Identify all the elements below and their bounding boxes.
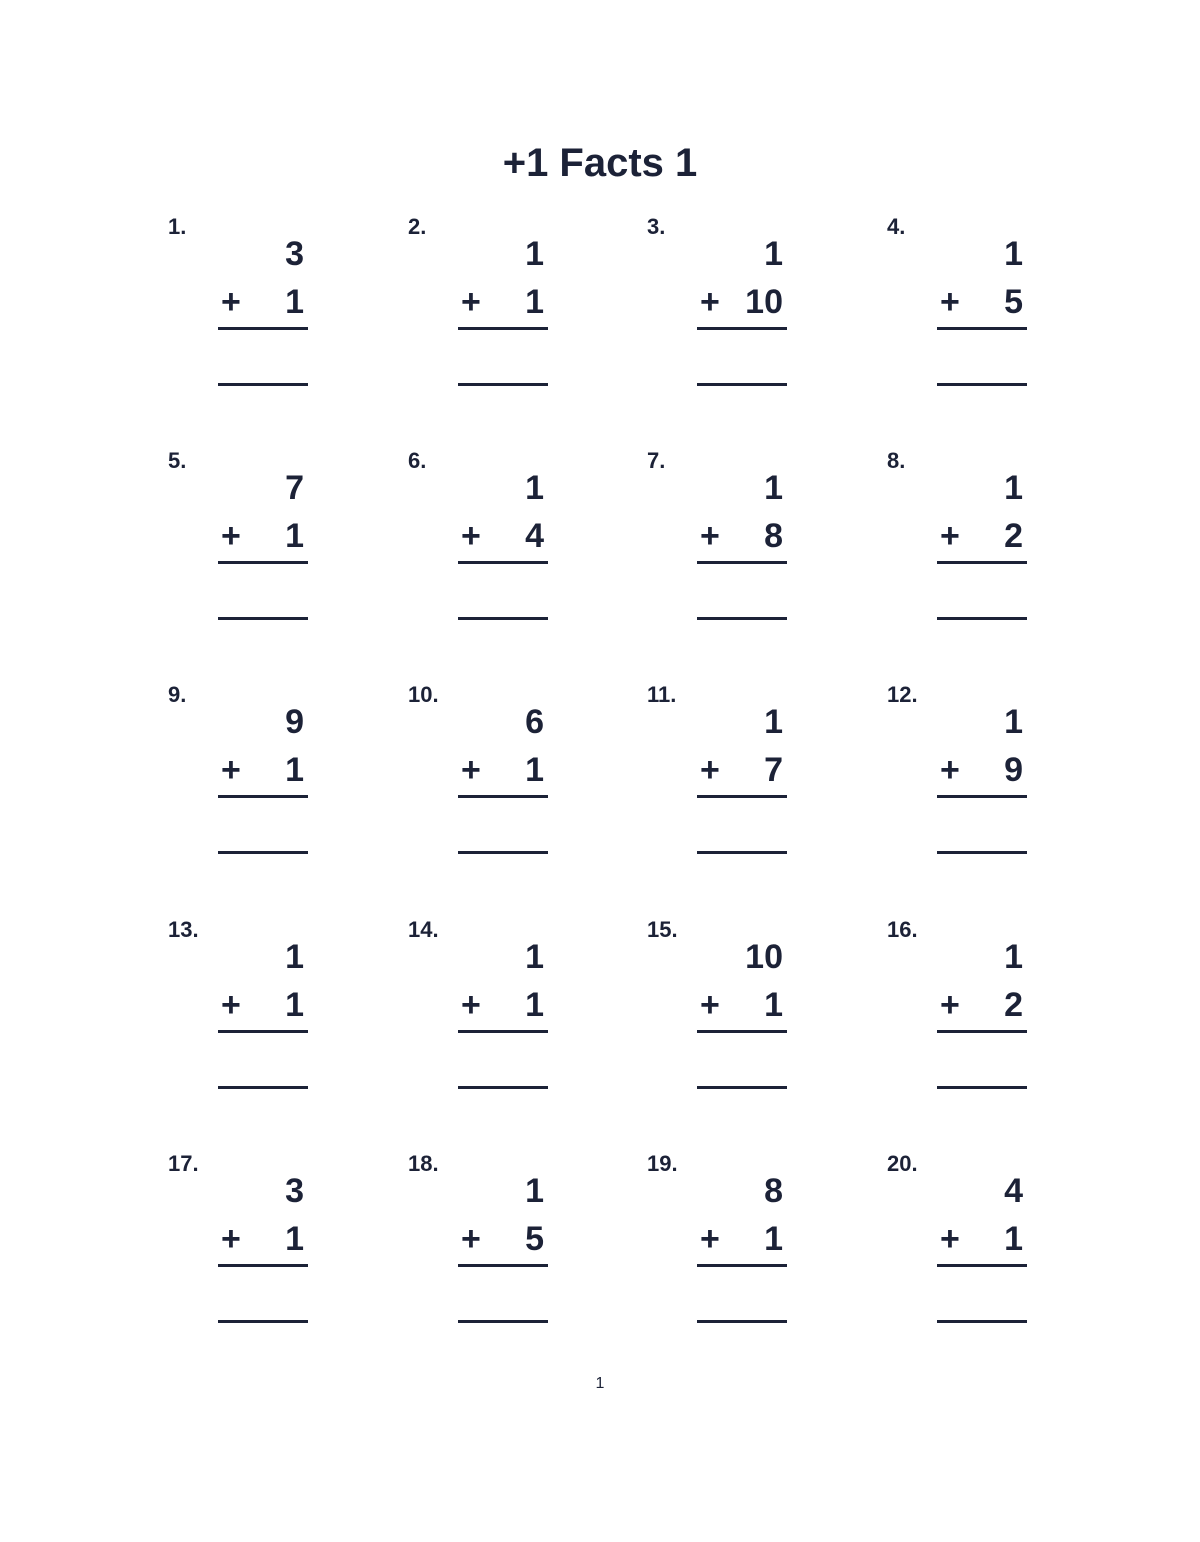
- sum-rule: [458, 1264, 548, 1267]
- sum-rule: [697, 561, 787, 564]
- problem-number: 5.: [168, 448, 187, 473]
- problem-number: 4.: [887, 214, 906, 239]
- answer-blank[interactable]: [937, 383, 1027, 386]
- plus-sign: +: [221, 283, 241, 321]
- top-addend: 1: [1004, 469, 1023, 507]
- answer-blank[interactable]: [697, 383, 787, 386]
- problem-number: 18.: [408, 1151, 439, 1176]
- answer-blank[interactable]: [218, 1320, 308, 1323]
- plus-sign: +: [940, 1220, 960, 1258]
- addition-problem: [887, 682, 1107, 882]
- problem-number: 10.: [408, 682, 439, 707]
- problem-number: 19.: [647, 1151, 678, 1176]
- addition-problem: [168, 682, 388, 882]
- operator-row: [937, 985, 1027, 1025]
- bottom-addend: 1: [764, 1220, 783, 1258]
- answer-blank[interactable]: [697, 1320, 787, 1323]
- bottom-addend: 1: [285, 751, 304, 789]
- problem-number: 17.: [168, 1151, 199, 1176]
- addition-problem: [408, 448, 628, 648]
- problem-number: 12.: [887, 682, 918, 707]
- plus-sign: +: [700, 1220, 720, 1258]
- answer-blank[interactable]: [458, 851, 548, 854]
- sum-rule: [697, 327, 787, 330]
- operator-row: [218, 1219, 308, 1259]
- answer-blank[interactable]: [697, 617, 787, 620]
- plus-sign: +: [461, 1220, 481, 1258]
- answer-blank[interactable]: [937, 851, 1027, 854]
- operator-row: [937, 1219, 1027, 1259]
- answer-blank[interactable]: [458, 383, 548, 386]
- operator-row: [458, 750, 548, 790]
- sum-rule: [697, 1264, 787, 1267]
- problem-number: 14.: [408, 917, 439, 942]
- plus-sign: +: [940, 283, 960, 321]
- bottom-addend: 2: [1004, 517, 1023, 555]
- top-addend: 6: [525, 703, 544, 741]
- sum-rule: [218, 561, 308, 564]
- sum-rule: [458, 1030, 548, 1033]
- top-addend: 1: [764, 703, 783, 741]
- bottom-addend: 10: [745, 283, 783, 321]
- bottom-addend: 1: [1004, 1220, 1023, 1258]
- plus-sign: +: [461, 517, 481, 555]
- top-addend: 1: [525, 1172, 544, 1210]
- top-addend: 8: [764, 1172, 783, 1210]
- bottom-addend: 1: [285, 517, 304, 555]
- operator-row: [697, 516, 787, 556]
- sum-rule: [458, 561, 548, 564]
- operator-row: [218, 985, 308, 1025]
- problem-number: 9.: [168, 682, 187, 707]
- operator-row: [937, 282, 1027, 322]
- plus-sign: +: [700, 751, 720, 789]
- addition-problem: [168, 448, 388, 648]
- page-number: 1: [595, 1375, 605, 1392]
- problem-number: 3.: [647, 214, 666, 239]
- sum-rule: [937, 1264, 1027, 1267]
- sum-rule: [937, 1030, 1027, 1033]
- answer-blank[interactable]: [458, 1320, 548, 1323]
- top-addend: 1: [764, 235, 783, 273]
- operator-row: [697, 1219, 787, 1259]
- worksheet-title: +1 Facts 1: [502, 141, 698, 185]
- problem-number: 6.: [408, 448, 427, 473]
- plus-sign: +: [221, 986, 241, 1024]
- operator-row: [937, 516, 1027, 556]
- plus-sign: +: [461, 283, 481, 321]
- sum-rule: [697, 795, 787, 798]
- top-addend: 1: [525, 235, 544, 273]
- answer-blank[interactable]: [218, 617, 308, 620]
- answer-blank[interactable]: [218, 851, 308, 854]
- bottom-addend: 1: [764, 986, 783, 1024]
- operator-row: [458, 1219, 548, 1259]
- top-addend: 3: [285, 235, 304, 273]
- problem-number: 13.: [168, 917, 199, 942]
- top-addend: 7: [285, 469, 304, 507]
- operator-row: [218, 282, 308, 322]
- bottom-addend: 8: [764, 517, 783, 555]
- problem-number: 20.: [887, 1151, 918, 1176]
- bottom-addend: 1: [285, 986, 304, 1024]
- addition-problem: [168, 917, 388, 1117]
- addition-problem: [647, 448, 867, 648]
- bottom-addend: 5: [1004, 283, 1023, 321]
- sum-rule: [218, 1030, 308, 1033]
- addition-problem: [887, 917, 1107, 1117]
- plus-sign: +: [700, 986, 720, 1024]
- sum-rule: [937, 327, 1027, 330]
- bottom-addend: 1: [285, 1220, 304, 1258]
- addition-problem: [168, 1151, 388, 1351]
- operator-row: [458, 282, 548, 322]
- addition-problem: [647, 917, 867, 1117]
- top-addend: 1: [1004, 703, 1023, 741]
- addition-problem: [647, 682, 867, 882]
- plus-sign: +: [221, 517, 241, 555]
- addition-problem: [647, 214, 867, 414]
- bottom-addend: 7: [764, 751, 783, 789]
- answer-blank[interactable]: [218, 1086, 308, 1089]
- problem-number: 7.: [647, 448, 666, 473]
- operator-row: [218, 750, 308, 790]
- addition-problem: [408, 214, 628, 414]
- answer-blank[interactable]: [697, 1086, 787, 1089]
- plus-sign: +: [700, 283, 720, 321]
- top-addend: 10: [745, 938, 783, 976]
- bottom-addend: 1: [285, 283, 304, 321]
- addition-problem: [408, 682, 628, 882]
- bottom-addend: 2: [1004, 986, 1023, 1024]
- answer-blank[interactable]: [937, 1086, 1027, 1089]
- addition-problem: [887, 1151, 1107, 1351]
- top-addend: 3: [285, 1172, 304, 1210]
- sum-rule: [697, 1030, 787, 1033]
- operator-row: [458, 985, 548, 1025]
- addition-problem: [168, 214, 388, 414]
- problem-number: 1.: [168, 214, 187, 239]
- sum-rule: [458, 327, 548, 330]
- addition-problem: [408, 917, 628, 1117]
- bottom-addend: 1: [525, 283, 544, 321]
- bottom-addend: 9: [1004, 751, 1023, 789]
- addition-problem: [887, 214, 1107, 414]
- answer-blank[interactable]: [937, 1320, 1027, 1323]
- sum-rule: [218, 327, 308, 330]
- plus-sign: +: [940, 986, 960, 1024]
- plus-sign: +: [221, 1220, 241, 1258]
- addition-problem: [887, 448, 1107, 648]
- sum-rule: [218, 1264, 308, 1267]
- plus-sign: +: [461, 986, 481, 1024]
- answer-blank[interactable]: [937, 617, 1027, 620]
- top-addend: 1: [525, 469, 544, 507]
- problem-number: 8.: [887, 448, 906, 473]
- top-addend: 1: [1004, 235, 1023, 273]
- plus-sign: +: [461, 751, 481, 789]
- answer-blank[interactable]: [218, 383, 308, 386]
- operator-row: [937, 750, 1027, 790]
- problem-number: 15.: [647, 917, 678, 942]
- operator-row: [697, 750, 787, 790]
- top-addend: 1: [285, 938, 304, 976]
- sum-rule: [937, 561, 1027, 564]
- addition-problem: [647, 1151, 867, 1351]
- top-addend: 1: [525, 938, 544, 976]
- bottom-addend: 4: [525, 517, 544, 555]
- bottom-addend: 1: [525, 986, 544, 1024]
- operator-row: [218, 516, 308, 556]
- plus-sign: +: [700, 517, 720, 555]
- plus-sign: +: [221, 751, 241, 789]
- problem-number: 16.: [887, 917, 918, 942]
- bottom-addend: 5: [525, 1220, 544, 1258]
- top-addend: 4: [1004, 1172, 1023, 1210]
- plus-sign: +: [940, 751, 960, 789]
- operator-row: [697, 985, 787, 1025]
- sum-rule: [218, 795, 308, 798]
- answer-blank[interactable]: [697, 851, 787, 854]
- answer-blank[interactable]: [458, 1086, 548, 1089]
- bottom-addend: 1: [525, 751, 544, 789]
- answer-blank[interactable]: [458, 617, 548, 620]
- problem-number: 11.: [647, 682, 677, 707]
- operator-row: [458, 516, 548, 556]
- plus-sign: +: [940, 517, 960, 555]
- operator-row: [697, 282, 787, 322]
- addition-problem: [408, 1151, 628, 1351]
- problem-number: 2.: [408, 214, 427, 239]
- sum-rule: [458, 795, 548, 798]
- top-addend: 1: [764, 469, 783, 507]
- sum-rule: [937, 795, 1027, 798]
- top-addend: 9: [285, 703, 304, 741]
- top-addend: 1: [1004, 938, 1023, 976]
